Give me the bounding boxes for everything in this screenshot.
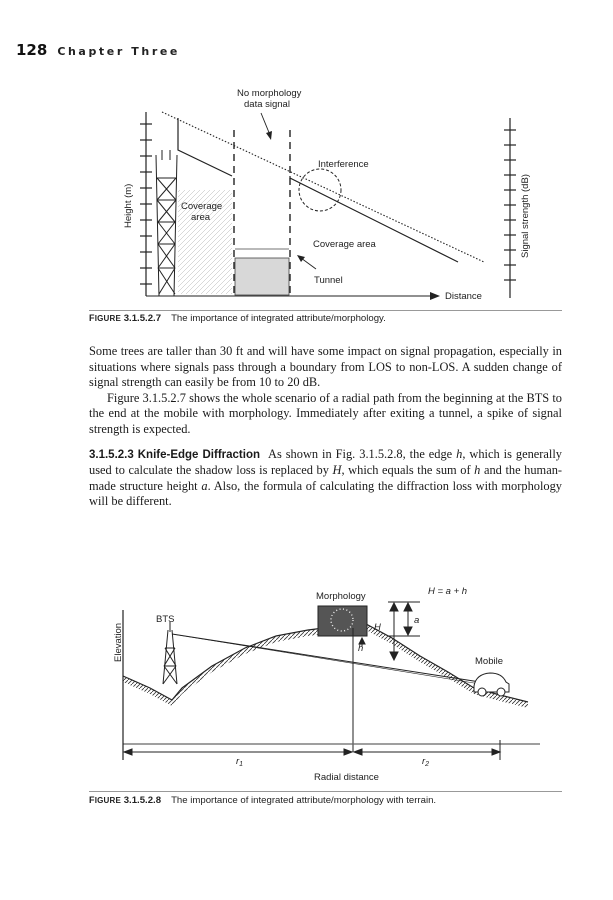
no-morph-arrowhead: [266, 131, 272, 140]
radial-distance-arrows: [124, 749, 500, 755]
section-title: Knife-Edge Diffraction: [137, 448, 260, 461]
no-morph-label-1: No morphology: [237, 88, 302, 99]
tunnel-arrowhead: [297, 255, 305, 262]
distance-label: Distance: [445, 291, 482, 302]
signal-line-lower: [172, 634, 480, 684]
elevation-label: Elevation: [113, 622, 124, 662]
section-number: 3.1.5.2.3: [89, 448, 134, 461]
a-label: a: [414, 615, 420, 626]
paragraph-2: Figure 3.1.5.2.7 shows the whole scenario of a radial path from the beginning at the BTS to the end at the mobile with morphology. Immediately after exiting a tunnel, a spike of signal strength is expected.: [89, 390, 562, 436]
figure-2-number: 3.1.5.2.8: [123, 795, 162, 806]
interference-circle: [299, 169, 341, 211]
paragraph-3: 3.1.5.2.3 Knife-Edge Diffraction As shown in Fig. 3.1.5.2.8, the edge h, which is generally used to calculate the shadow loss is replaced by H, which equals the sum of h and the human-made structure height a. Also, the formula of calculating the diffraction loss with morphology will be different.: [89, 446, 563, 509]
figure-2-caption: FIGURE 3.1.5.2.8 The importance of integrated attribute/morphology with terrain.: [89, 795, 437, 806]
mobile-label: Mobile: [475, 656, 503, 667]
figure-1-caption-text: The importance of integrated attribute/morphology.: [171, 313, 386, 324]
figure-2-caption-text: The importance of integrated attribute/morphology with terrain.: [171, 795, 437, 806]
tunnel-label: Tunnel: [314, 275, 343, 286]
signal-line-1: [178, 118, 232, 176]
chapter-title: Chapter Three: [57, 45, 180, 58]
bts-label: BTS: [156, 614, 175, 625]
bts-tower-icon: [163, 622, 177, 684]
page-number: 128: [16, 41, 48, 59]
tunnel-arrow: [301, 258, 316, 269]
radial-distance-label: Radial distance: [314, 772, 379, 783]
figure-1-number: 3.1.5.2.7: [123, 313, 162, 324]
left-height-axis: [140, 112, 152, 296]
H-label: H: [374, 622, 381, 633]
interference-label: Interference: [318, 159, 369, 170]
signal-axis-label: Signal strength (dB): [520, 174, 531, 258]
formula-label: H = a + h: [428, 586, 468, 597]
figure-2-diagram: [0, 560, 613, 792]
no-morph-arrow: [261, 113, 270, 135]
height-axis-label: Height (m): [123, 183, 134, 228]
caption-rule-2: [89, 791, 562, 792]
tower-icon: [156, 150, 177, 296]
morphology-block: [318, 606, 367, 636]
figure-1-caption: FIGURE 3.1.5.2.7 The importance of integrated attribute/morphology.: [89, 313, 386, 324]
right-signal-axis: [504, 118, 516, 298]
coverage-area-label: Coverage area: [313, 239, 376, 250]
h-label: h: [358, 643, 364, 654]
body-text: [89, 344, 562, 510]
paragraph-1: Some trees are taller than 30 ft and will have some impact on signal propagation, especially in situations where signals pass through a boundary from LOS to non-LOS. A sudden change of signal strength can easily be from 10 to 20 dB.: [89, 344, 562, 390]
no-morph-label-2: data signal: [244, 99, 290, 110]
r2-label: $r_2$: [422, 756, 430, 768]
coverage-label-2: area: [191, 212, 211, 223]
coverage-label-1: Coverage: [181, 201, 223, 212]
terrain-hatch: [123, 624, 528, 708]
figure-1-diagram: [0, 0, 613, 310]
r1-label: $r_1$: [236, 756, 244, 768]
caption-rule-1: [89, 310, 562, 311]
morphology-label: Morphology: [316, 591, 366, 602]
tunnel: [235, 258, 289, 295]
distance-arrow: [430, 292, 440, 300]
